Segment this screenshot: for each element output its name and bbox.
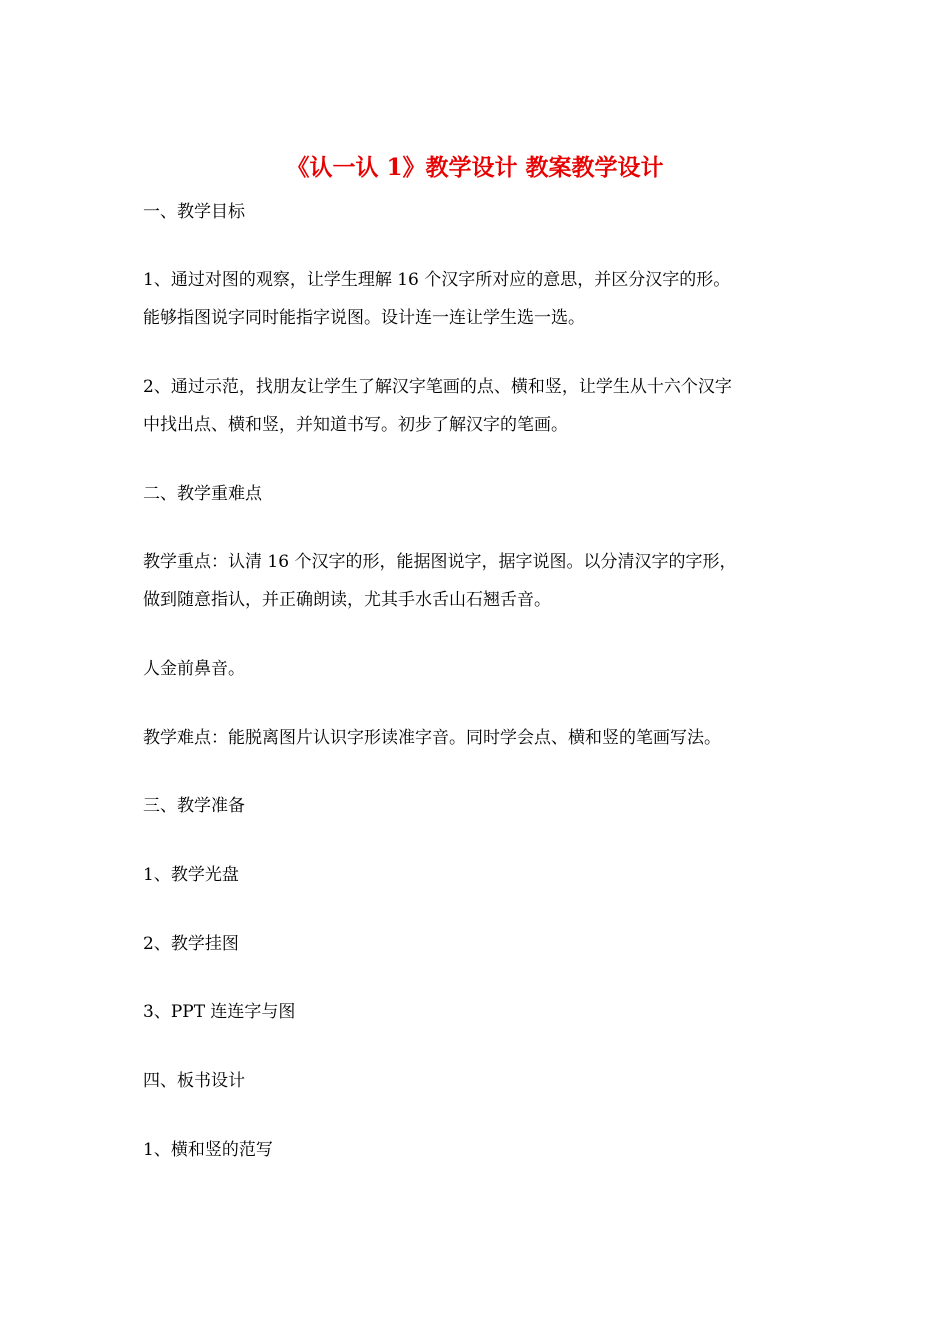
section-heading-preparation: 三、教学准备 xyxy=(143,796,245,816)
paragraph-line: 人金前鼻音。 xyxy=(143,659,245,679)
section-heading-objectives: 一、教学目标 xyxy=(143,202,245,222)
list-item: 3、PPT 连连字与图 xyxy=(143,1002,296,1022)
paragraph-line: 做到随意指认，并正确朗读，尤其手水舌山石翘舌音。 xyxy=(143,590,551,610)
list-item: 1、横和竖的范写 xyxy=(143,1140,273,1160)
paragraph-line: 中找出点、横和竖，并知道书写。初步了解汉字的笔画。 xyxy=(143,415,568,435)
list-item: 2、教学挂图 xyxy=(143,934,239,954)
paragraph-line: 2、通过示范，找朋友让学生了解汉字笔画的点、横和竖，让学生从十六个汉字 xyxy=(143,377,732,397)
section-heading-key-points: 二、教学重难点 xyxy=(143,484,262,504)
paragraph-line: 教学难点：能脱离图片认识字形读准字音。同时学会点、横和竖的笔画写法。 xyxy=(143,728,721,748)
document-title: 《认一认 1》教学设计 教案教学设计 xyxy=(286,154,664,181)
list-item: 1、教学光盘 xyxy=(143,865,239,885)
paragraph-line: 1、通过对图的观察，让学生理解 16 个汉字所对应的意思，并区分汉字的形。 xyxy=(143,270,731,290)
paragraph-line: 教学重点：认清 16 个汉字的形，能据图说字，据字说图。以分清汉字的字形， xyxy=(143,552,737,572)
section-heading-board-design: 四、板书设计 xyxy=(143,1071,245,1091)
paragraph-line: 能够指图说字同时能指字说图。设计连一连让学生选一选。 xyxy=(143,308,585,328)
